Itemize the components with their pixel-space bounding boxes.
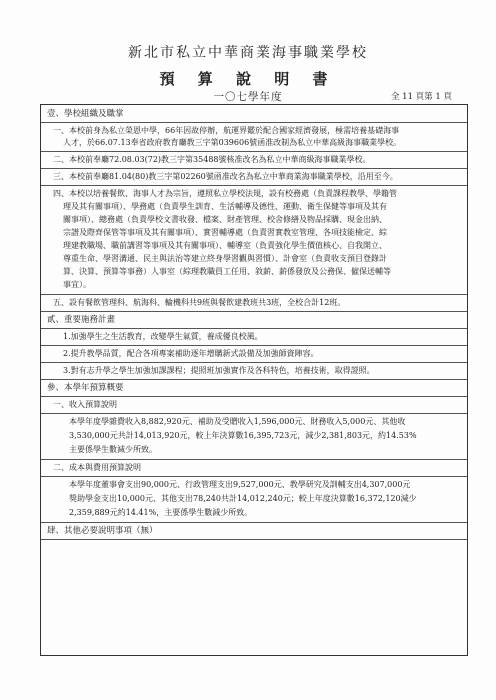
income-text: 本學年度學雜費收入8,882,920元、補助及受贈收入1,596,000元、財務收入5,000元、其他收 <box>69 417 406 426</box>
item-1-4: 四、本校以培養餐飲、海事人才為宗旨，遵照私立學校法規，設有校務處（負責課程教學、學籍管 <box>53 189 397 198</box>
item-1-4-cont: 事宜）。 <box>63 280 91 289</box>
section-divider <box>41 345 467 346</box>
section-divider <box>41 185 467 186</box>
section-divider <box>41 396 467 397</box>
section-divider <box>41 311 467 312</box>
section-divider <box>41 294 467 295</box>
section-divider <box>41 362 467 363</box>
content-frame <box>40 104 468 656</box>
expense-text: 2,359,889元約14.41%，主要係學生數減少所致。 <box>69 508 253 517</box>
section-divider <box>41 476 467 477</box>
income-heading: 一、收入預算說明 <box>53 400 117 409</box>
section-divider <box>41 413 467 414</box>
section-1-heading: 壹、學校組織及職掌 <box>47 109 124 119</box>
item-1-5: 五、設有餐飲管理科、航海科、輪機科共9班與餐飲建教班共3班，全校合計12班。 <box>53 298 346 307</box>
section-4-heading: 肆、其他必要說明事項（無） <box>47 526 158 536</box>
item-1-2: 二、本校前奉廳72.08.03(72)教三字第35488號核准改名為私立中華商級海事職業學校。 <box>53 155 371 164</box>
section-divider <box>41 122 467 123</box>
academic-year: 一〇七學年度 <box>213 91 283 103</box>
item-1-4-cont: 宗譜及際齊保管等事項及其有關事項）、實習輔導處（負責習實教室管理、各項技能檢定、綜 <box>63 228 387 237</box>
expense-text: 獎助學金支出10,000元、其他支出78,240共計14,012,240元；較上年度決算數16,372,120減少 <box>69 494 417 503</box>
item-1-4-cont: 理及其有關事項）、學務處（負責學生訓育、生活輔導及德性、運動、衛生保健等事項及其有 <box>63 202 387 211</box>
item-1-1-cont: 人才，於66.07.13奉省政府教育廳教三字第039606號函准改制為私立中華高級海事職業學校。 <box>63 138 402 147</box>
plan-item-2: 2.提升教學品質，配合各項專案補助逐年增購新式設備及加強師資陣容。 <box>63 349 319 358</box>
item-1-3: 三、本校前奉廳81.04(80)教三字第02260號函准改名為私立中華商業海事職業學校，沿用至今。 <box>53 172 398 181</box>
expense-heading: 二、成本與費用預算說明 <box>53 463 141 472</box>
section-divider <box>41 539 467 540</box>
plan-item-3: 3.對有志升學之學生加強加課課程；提照班加強實作及各科特色，培養技術，取得證照。 <box>63 366 375 375</box>
income-text: 主要係學生數減少所致。 <box>69 445 157 454</box>
section-divider <box>41 459 467 460</box>
item-1-1: 一、本校前身為私立榮恩中學，66年因故停辦，航運界鑑於配合國家經濟發展，極需培養基礎海事 <box>53 126 400 135</box>
expense-text: 本學年度董事會支出90,000元、行政管理支出9,527,000元、教學研究及訓輔支出4,307,000元 <box>69 480 411 489</box>
item-1-4-cont: 關事項）、總務處（負責學校文書收發、檔案、財產管理、校舍修繕及物品採購、現金出納、 <box>63 215 387 224</box>
section-divider <box>41 379 467 380</box>
document-title: 預 算 說 明 書 <box>159 70 337 88</box>
plan-item-1: 1.加強學生之生活教育，改變學生氣質，養成優良校風。 <box>63 332 263 341</box>
item-1-4-cont: 算、決算、預算等事務）人事室（綜理教職員工任用、敘薪、薪係發放及公務保、僱保送輔等 <box>63 267 391 276</box>
section-2-heading: 貳、重要施務計畫 <box>47 315 116 325</box>
item-1-4-cont: 尊重生命、學習溝通、民主與法治等建立終身學習觀與習慣）、計會室（負責收支預目登錄計 <box>63 254 387 263</box>
section-divider <box>41 522 467 523</box>
section-divider <box>41 328 467 329</box>
section-3-heading: 參、本學年預算概要 <box>47 383 124 393</box>
section-divider <box>41 168 467 169</box>
item-1-4-cont: 理建教職場、職前講習等事項及其有關事項）、輔導室（負責強化學生價值核心、自我開立、 <box>63 241 387 250</box>
section-divider <box>41 151 467 152</box>
school-name: 新北市私立中華商業海事職業學校 <box>128 45 368 61</box>
income-text: 3,530,000元共計14,013,920元，較上年決算數16,395,723元，減少2,381,803元，約14.53% <box>69 431 417 440</box>
page-count: 全 11 頁第 1 頁 <box>390 92 452 102</box>
